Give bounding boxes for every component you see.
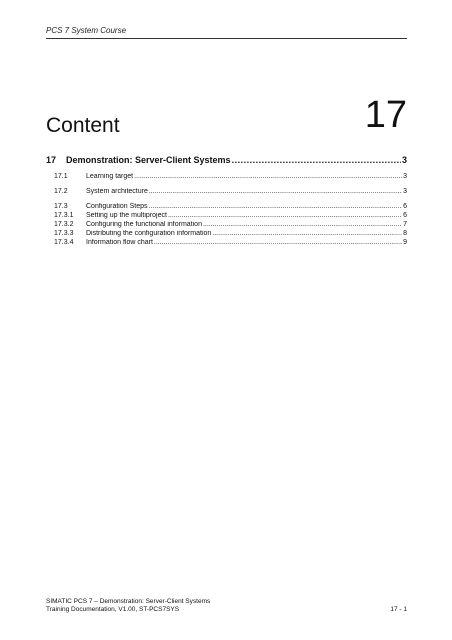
toc-page: 8 [403,230,407,237]
toc-number: 17.3.4 [54,239,74,246]
toc-chapter-entry[interactable] [46,155,407,169]
toc-entry-functional-information[interactable] [46,221,407,230]
footer-page-number: 17 - 1 [390,606,407,613]
toc-leader-dots [148,203,402,210]
toc-entry-distributing-configuration[interactable] [46,230,407,239]
toc-leader-dots [134,173,402,180]
toc-number: 17.3.1 [54,212,74,219]
course-title: PCS 7 System Course [46,26,127,35]
toc-leader-dots [232,155,401,165]
toc-number: 17.3.2 [54,221,74,228]
toc-leader-dots [168,212,402,219]
toc-entry-system-architecture[interactable] [46,188,407,197]
toc-title: Configuration Steps [86,203,148,210]
toc-entry-learning-target[interactable] [46,173,407,182]
toc-page: 6 [403,203,407,210]
toc-title: Configuring the functional information [86,221,202,228]
page-title: Content [46,114,120,137]
toc-title: Setting up the multiproject [86,212,167,219]
toc-page: 3 [403,188,407,195]
toc-number: 17.2 [54,188,68,195]
running-header [46,26,407,39]
chapter-number: 17 [364,94,407,136]
toc-number: 17.3 [54,203,68,210]
toc-title: Learning target [86,173,134,180]
toc-page: 7 [403,221,407,228]
toc-title: System architecture [86,188,148,195]
toc-page: 6 [403,212,407,219]
toc-leader-dots [212,230,402,237]
toc-leader-dots [154,239,402,246]
toc-title: Distributing the configuration information [86,230,212,237]
toc-title: Information flow chart [86,239,153,246]
page-footer [46,598,407,614]
toc-page: 3 [401,155,407,165]
footer-line-2: Training Documentation, V1.00, ST-PCS7SYS [46,606,180,613]
toc-number: 17.3.3 [54,230,74,237]
table-of-contents [46,155,407,248]
toc-leader-dots [203,221,402,228]
toc-title: Demonstration: Server-Client Systems [66,155,231,165]
toc-entry-multiproject[interactable] [46,212,407,221]
toc-leader-dots [149,188,402,195]
toc-number: 17.1 [54,173,68,180]
footer-line-1: SIMATIC PCS 7 – Demonstration: Server-Client Systems [46,598,211,605]
toc-page: 9 [403,239,407,246]
toc-page: 3 [403,173,407,180]
toc-number: 17 [46,155,57,165]
toc-entry-information-flow-chart[interactable] [46,239,407,248]
toc-entry-configuration-steps[interactable] [46,203,407,212]
